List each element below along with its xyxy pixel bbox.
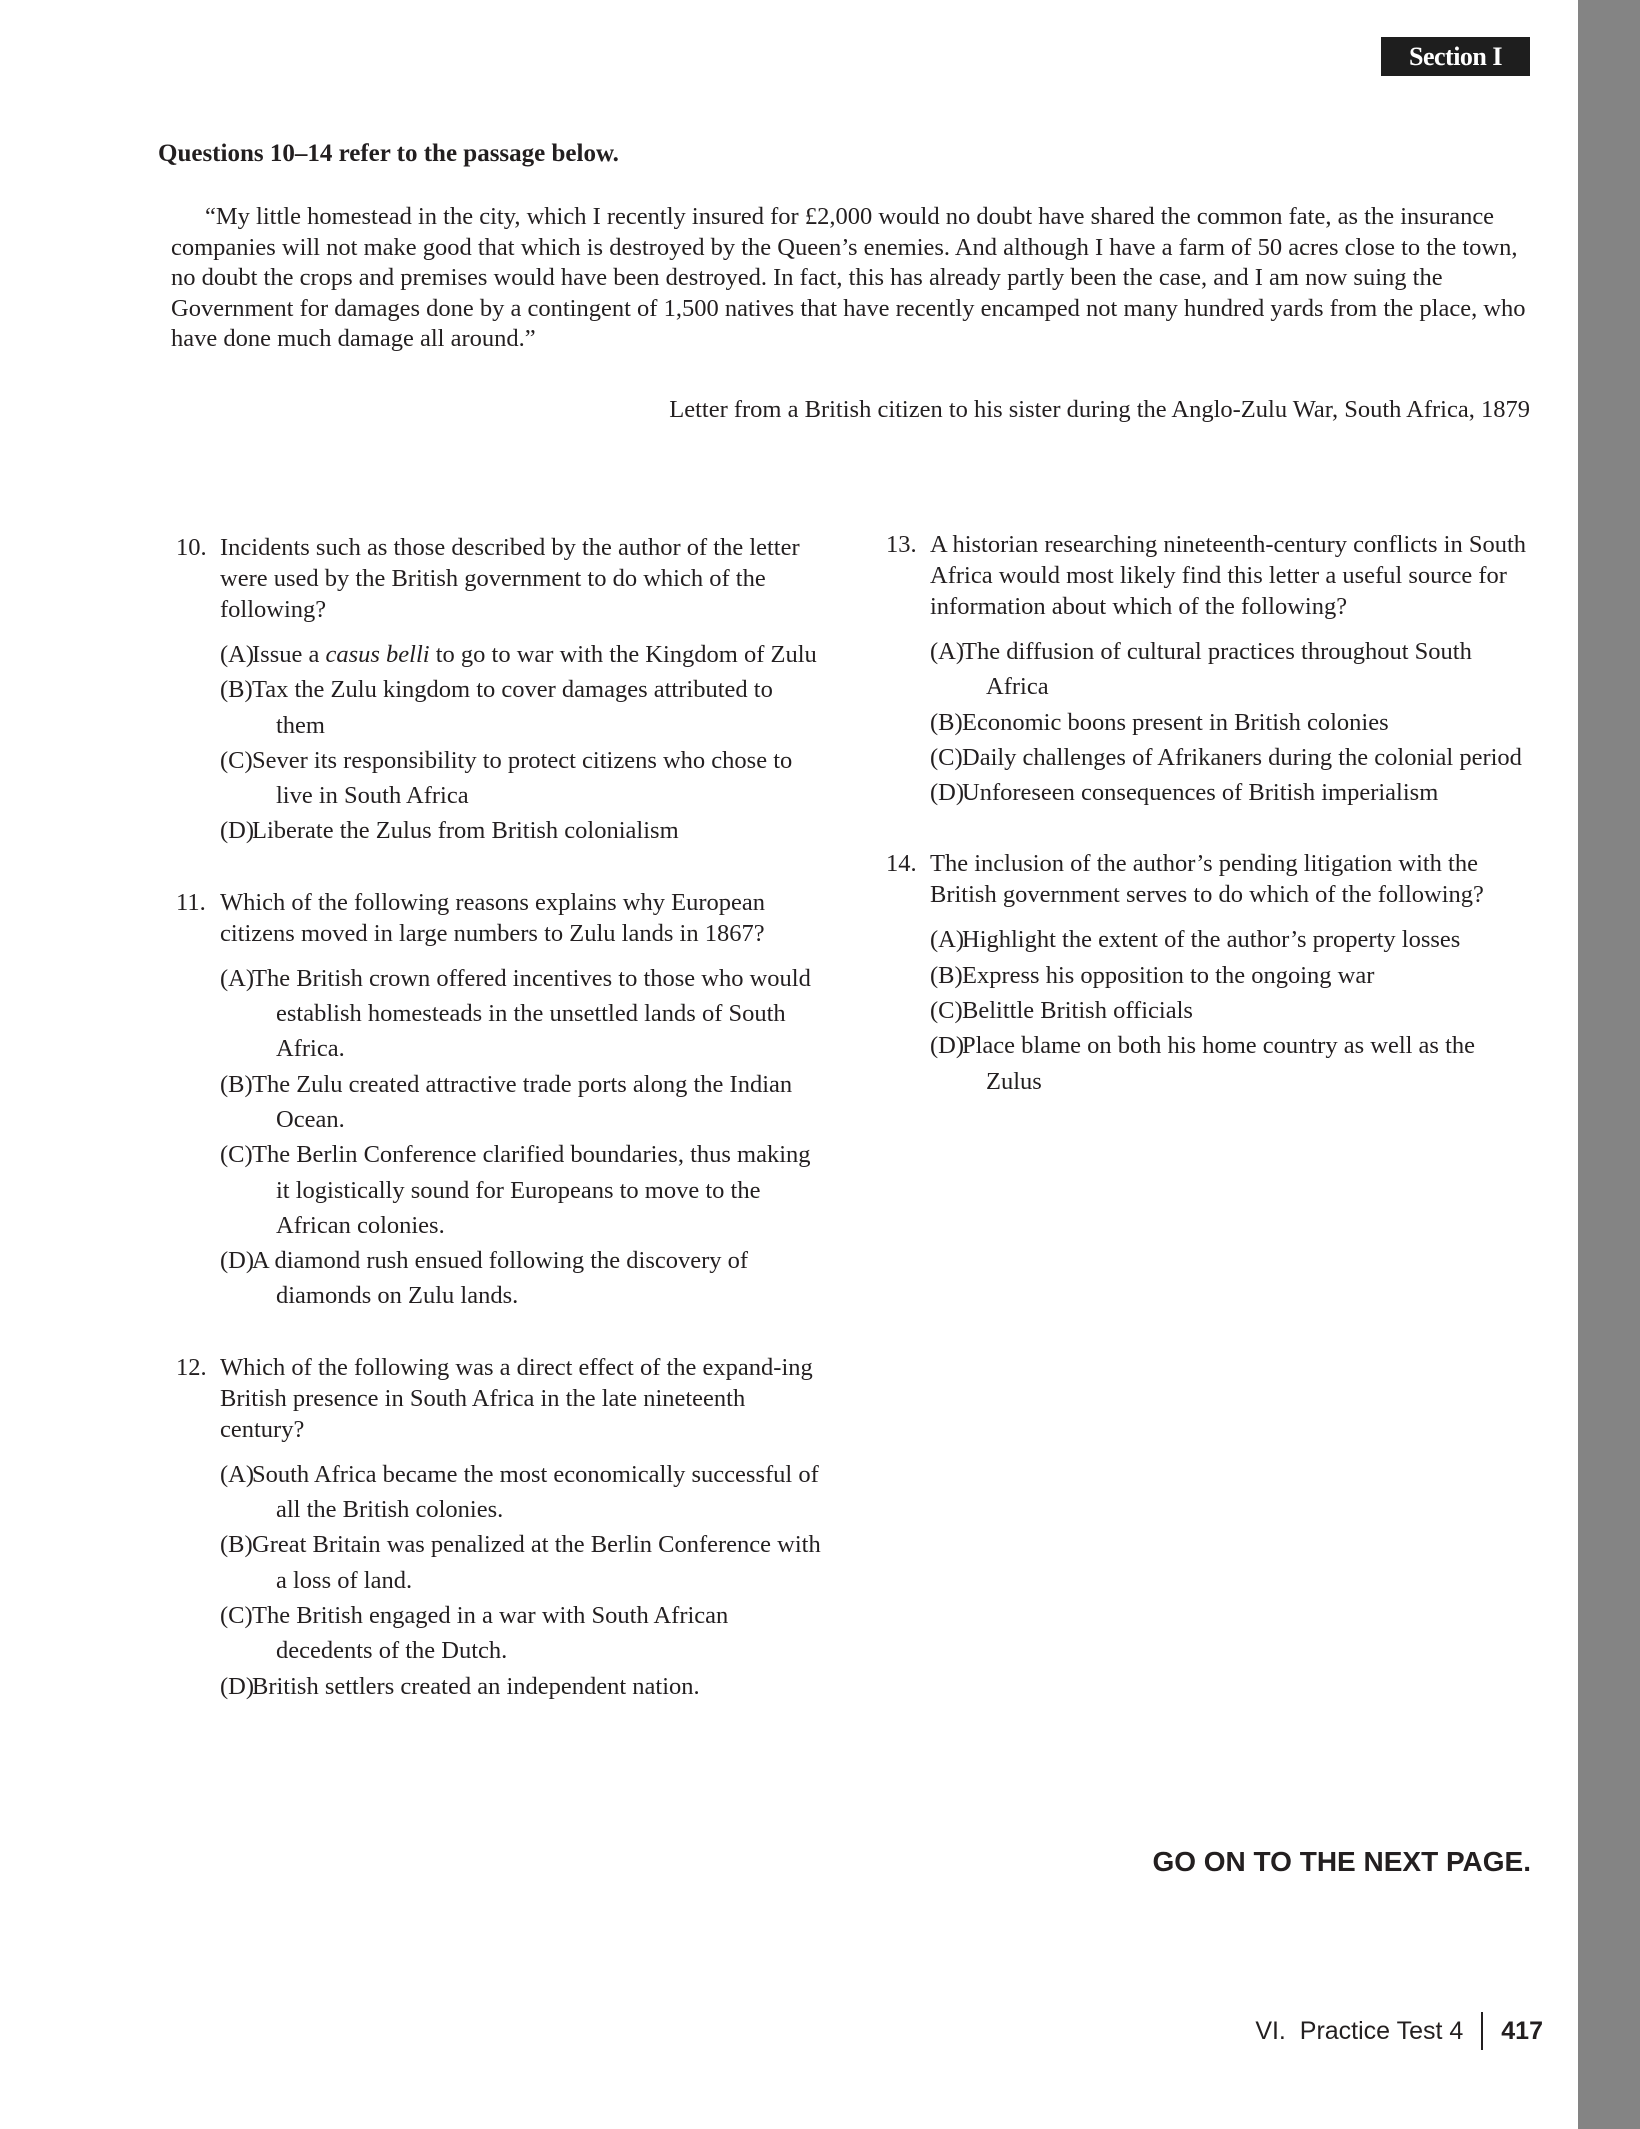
answer-option xyxy=(176,1527,826,1598)
question-number: 10. xyxy=(176,534,207,561)
option-letter: (D) xyxy=(930,1032,965,1060)
answer-option xyxy=(886,1028,1536,1099)
option-letter: (D) xyxy=(930,779,965,807)
go-on-notice: GO ON TO THE NEXT PAGE. xyxy=(1152,1846,1531,1877)
option-text: The diffusion of cultural practices throughout South Africa xyxy=(962,638,1472,701)
question-text: Which of the following was a direct effect of the expand-ing British presence in South Africa in the late nineteenth century? xyxy=(220,1353,813,1443)
question-number: 13. xyxy=(886,531,917,558)
footer xyxy=(1255,2012,1543,2050)
option-text: Daily challenges of Afrikaners during the colonial period xyxy=(962,743,1522,771)
option-letter: (C) xyxy=(220,746,253,774)
question-text: Which of the following reasons explains why European citizens moved in large numbers to Zulu lands in 1867? xyxy=(220,888,765,947)
question-stem xyxy=(176,1352,826,1445)
option-text: A diamond rush ensued following the discovery of diamonds on Zulu lands. xyxy=(252,1247,749,1310)
option-letter: (A) xyxy=(220,641,255,668)
question-stem xyxy=(176,887,826,949)
option-letter: (C) xyxy=(930,997,963,1025)
option-letter: (D) xyxy=(220,1672,255,1700)
question-block xyxy=(886,848,1536,1098)
answer-option xyxy=(176,743,826,814)
section-label: Section I xyxy=(1381,37,1530,76)
question-block xyxy=(176,532,826,849)
option-letter: (D) xyxy=(220,1247,255,1275)
question-number: 14. xyxy=(886,850,917,878)
passage-source: Letter from a British citizen to his sister during the Anglo-Zulu War, South Africa, 1879 xyxy=(669,396,1530,423)
option-letter: (D) xyxy=(220,817,255,845)
question-number: 12. xyxy=(176,1353,207,1381)
question-stem xyxy=(176,532,826,625)
option-text: Express his opposition to the ongoing war xyxy=(962,961,1375,989)
option-text: Belittle British officials xyxy=(962,997,1193,1025)
answer-option xyxy=(176,1243,826,1314)
answer-option xyxy=(886,775,1536,810)
option-text: The British engaged in a war with South African decedents of the Dutch. xyxy=(252,1601,729,1665)
answer-option xyxy=(886,958,1536,993)
answer-option xyxy=(176,1457,826,1528)
option-text: Place blame on both his home country as well as the Zulus xyxy=(962,1032,1476,1095)
option-text: Economic boons present in British colonies xyxy=(962,708,1389,736)
question-block xyxy=(886,529,1536,810)
question-text: Incidents such as those described by the author of the letter were used by the British government to do which of the following? xyxy=(220,534,800,623)
option-letter: (A) xyxy=(930,638,965,665)
answer-option xyxy=(176,1067,826,1138)
answer-option xyxy=(176,1598,826,1669)
option-text: Liberate the Zulus from British colonialism xyxy=(252,817,679,845)
answer-option xyxy=(886,922,1536,957)
option-text: The Zulu created attractive trade ports along the Indian Ocean. xyxy=(252,1070,793,1133)
passage: “My little homestead in the city, which I recently insured for £2,000 would no doubt have shared the common fate, as the insurance companies will not make good that which is destroyed by the Queen’s enemies. And although I have a farm of 50 acres close to the town, no doubt the crops and premises would have been destroyed. In fact, this has already partly been the case, and I am now suing the Government for damages done by a contingent of 1,500 natives that have recently encamped not many hundred yards from the place, who have done much damage all around.” xyxy=(171,203,1526,353)
question-block xyxy=(176,1352,826,1704)
option-letter: (A) xyxy=(220,964,255,992)
option-letter: (B) xyxy=(220,1070,253,1098)
option-letter: (B) xyxy=(220,1531,253,1559)
option-letter: (B) xyxy=(930,708,963,736)
option-text: Tax the Zulu kingdom to cover damages attributed to them xyxy=(252,676,773,739)
option-letter: (B) xyxy=(930,961,963,989)
option-letter: (C) xyxy=(220,1601,253,1629)
option-text: South Africa became the most economically successful of all the British colonies. xyxy=(252,1460,819,1524)
page-edge-tab xyxy=(1578,0,1640,2129)
question-stem xyxy=(886,848,1536,910)
page-number: 417 xyxy=(1501,2016,1543,2045)
option-letter: (B) xyxy=(220,676,253,704)
right-question-column xyxy=(886,529,1536,1137)
option-text: Issue a xyxy=(252,641,326,668)
option-text: Unforeseen consequences of British imperialism xyxy=(962,779,1439,807)
option-letter: (A) xyxy=(220,1460,255,1488)
question-text: The inclusion of the author’s pending litigation with the British government serves to do which of the following? xyxy=(930,850,1484,909)
question-text: A historian researching nineteenth-century conflicts in South Africa would most likely find this letter a useful source for information about which of the following? xyxy=(930,531,1527,620)
question-stem xyxy=(886,529,1536,622)
answer-option xyxy=(176,813,826,848)
option-letter: (C) xyxy=(930,743,963,771)
footer-part: VI. Practice Test 4 xyxy=(1255,2016,1464,2045)
answer-option xyxy=(176,637,826,672)
option-text: The Berlin Conference clarified boundaries, thus making it logistically sound for Europeans to move to the African colonies. xyxy=(252,1141,811,1239)
option-text: Great Britain was penalized at the Berlin Conference with a loss of land. xyxy=(252,1531,821,1594)
option-text: The British crown offered incentives to those who would establish homesteads in the unsettled lands of South Africa. xyxy=(252,964,811,1063)
question-number: 11. xyxy=(176,888,206,916)
questions-heading: Questions 10–14 refer to the passage below. xyxy=(158,140,619,167)
answer-option xyxy=(176,1669,826,1704)
answer-option xyxy=(886,740,1536,775)
question-block xyxy=(176,887,826,1314)
answer-option xyxy=(176,1137,826,1243)
answer-option xyxy=(886,705,1536,740)
left-question-column xyxy=(176,532,826,1742)
answer-option xyxy=(176,672,826,743)
option-text: British settlers created an independent nation. xyxy=(252,1672,700,1700)
answer-option xyxy=(176,961,826,1067)
option-letter: (A) xyxy=(930,926,965,954)
footer-divider xyxy=(1481,2012,1483,2050)
answer-option xyxy=(886,634,1536,705)
option-italic-term: casus belli xyxy=(325,641,430,668)
answer-option xyxy=(886,993,1536,1028)
option-text: Sever its responsibility to protect citizens who chose to live in South Africa xyxy=(252,746,793,810)
option-text-continued: to go to war with the Kingdom of Zulu xyxy=(429,641,817,668)
option-text: Highlight the extent of the author’s property losses xyxy=(962,926,1461,954)
option-letter: (C) xyxy=(220,1141,253,1169)
